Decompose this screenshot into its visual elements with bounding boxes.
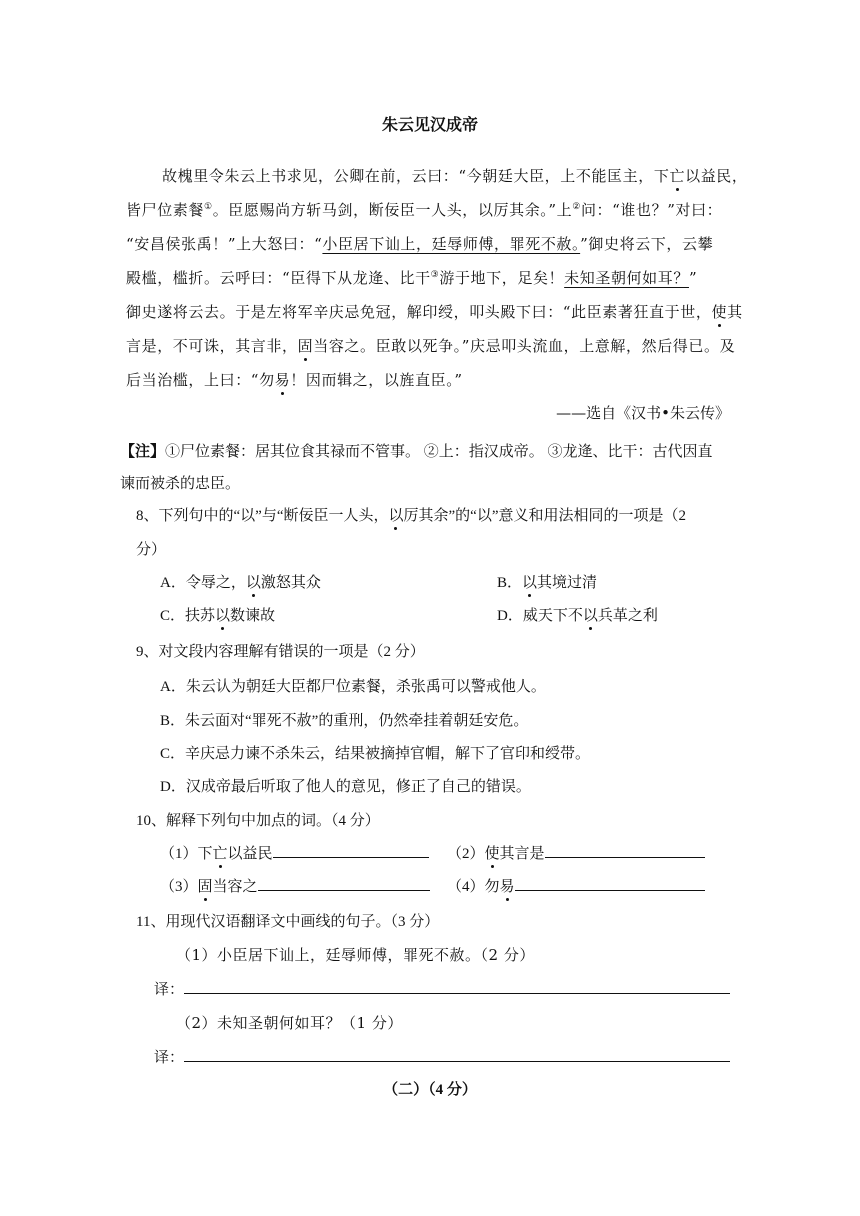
dotted-word: 使 [484, 846, 500, 862]
source-citation: ——选自《汉书•朱云传》 [556, 404, 730, 422]
answer-blank[interactable] [515, 876, 705, 891]
footnote-marker: ① [204, 202, 213, 212]
q8-stem-cont: 分） [136, 542, 167, 558]
passage-text: ” [688, 269, 698, 287]
dotted-word: 以 [215, 608, 231, 624]
passage-text: 御史遂将云去。于是左将军辛庆忌免冠，解印绶，叩头殿下曰：“此臣素著狂直于世， [126, 303, 712, 321]
option-text: D．威天下不 [497, 608, 583, 624]
q11-sentence-1: （1）小臣居下讪上，廷辱师傅，罪死不赦。（2 分） [176, 946, 535, 964]
q8-option-b [497, 571, 597, 592]
dotted-word: 固 [297, 337, 314, 355]
q11-answer-line-1[interactable] [184, 993, 730, 994]
item-text: （3） [160, 879, 198, 895]
q10-item-2 [447, 842, 705, 863]
dotted-word: 以 [245, 575, 261, 591]
q8-stem-text: 厉其余”的“以”意义和用法相同的一项是（2 [403, 508, 686, 524]
answer-blank[interactable] [258, 876, 430, 891]
dotted-word: 以 [582, 608, 598, 624]
item-text: （2） [447, 846, 485, 862]
option-text: B． [497, 575, 523, 591]
underlined-sentence-2: 未知圣朝何如耳？ [564, 269, 689, 287]
q8-stem [136, 504, 686, 525]
q11-translate-label-1: 译： [154, 982, 185, 998]
q9-option-c: C．辛庆忌力谏不杀朱云，结果被摘掉官帽，解下了官印和绶带。 [160, 746, 591, 762]
passage-text: 其 [727, 303, 743, 321]
dotted-word: 固 [197, 879, 213, 895]
notes-text: ①尸位素餐：居其位食其禄而不管事。 ②上：指汉成帝。 ③龙逄、比干：古代因直 [165, 444, 713, 460]
dotted-word: 易 [499, 879, 515, 895]
passage-line-5 [126, 301, 743, 322]
passage-text: 言是，不可诛，其言非， [126, 337, 298, 355]
option-text: A．令辱之， [160, 575, 246, 591]
passage-text: 游于地下，足矣！ [439, 269, 565, 287]
dotted-word: 使 [711, 303, 728, 321]
q10-item-4 [447, 875, 705, 896]
option-text: 激怒其众 [260, 575, 321, 591]
passage-line-7 [126, 369, 463, 390]
answer-blank[interactable] [273, 843, 429, 858]
q9-stem: 9、对文段内容理解有错误的一项是（2 分） [136, 644, 425, 660]
passage-text: 故槐里令朱云上书求见，公卿在前，云曰：“今朝廷大臣，上不能匡主，下 [162, 167, 670, 185]
q10-stem: 10、解释下列句中加点的词。（4 分） [136, 813, 380, 829]
q10-item-3 [160, 875, 430, 896]
item-text: （1）下 [160, 846, 213, 862]
passage-text: 当容之。臣敢以死争。”庆忌叩头流血，上意解，然后得已。及 [313, 337, 736, 355]
item-text: 以益民 [227, 846, 273, 862]
q9-option-a: A．朱云认为朝廷大臣都尸位素餐，杀张禹可以警戒他人。 [160, 679, 546, 695]
dotted-word: 以 [522, 575, 538, 591]
q11-sentence-2: （2）未知圣朝何如耳？（1 分） [176, 1014, 403, 1032]
q9-option-b: B．朱云面对“罪死不赦”的重刑，仍然牵挂着朝廷安危。 [160, 713, 529, 729]
passage-line-6 [126, 335, 735, 356]
option-text: 兵革之利 [597, 608, 658, 624]
passage-line-4 [126, 267, 697, 288]
passage-text: 后当治槛，上曰：“勿 [126, 371, 275, 389]
item-text: 其言是 [499, 846, 545, 862]
passage-title: 朱云见汉成帝 [381, 115, 478, 134]
footnote-marker: ② [572, 202, 581, 212]
item-text: 当容之 [212, 879, 258, 895]
underlined-sentence-1: 小臣居下讪上，廷辱师傅，罪死不赦。 [322, 235, 581, 253]
q11-answer-line-2[interactable] [184, 1061, 730, 1062]
option-text: 数谏故 [230, 608, 276, 624]
notes-line-2: 谏而被杀的忠臣。 [120, 476, 241, 492]
passage-line-2 [126, 199, 722, 220]
passage-text: “安昌侯张禹！”上大怒曰：“ [126, 235, 323, 253]
q11-translate-label-2: 译： [154, 1050, 185, 1066]
passage-text: 殿槛，槛折。云呼曰：“臣得下从龙逄、比干 [126, 269, 431, 287]
q8-option-d [497, 604, 658, 625]
passage-text: 问：“谁也？”对曰： [580, 201, 723, 219]
notes-label: 【注】 [120, 444, 166, 460]
q8-option-c [160, 604, 275, 625]
passage-line-3 [126, 233, 713, 254]
passage-text: 以益民， [685, 167, 748, 185]
dotted-word: 亡 [669, 167, 686, 185]
q8-option-a [160, 571, 321, 592]
q10-item-1 [160, 842, 429, 863]
option-text: C．扶苏 [160, 608, 216, 624]
passage-line-1 [162, 165, 748, 186]
footnote-marker: ③ [430, 270, 440, 280]
passage-text: ”御史将云下，云攀 [580, 235, 714, 253]
section-heading: （二）（4 分） [383, 1082, 477, 1098]
dotted-word: 以 [388, 508, 404, 524]
item-text: （4）勿 [447, 879, 500, 895]
passage-text: ！因而辑之，以旌直臣。” [290, 371, 463, 389]
notes-line-1 [120, 440, 713, 461]
passage-text: 皆尸位素餐 [126, 201, 205, 219]
answer-blank[interactable] [545, 843, 705, 858]
q8-stem-text: 8、下列句中的“以”与“断佞臣一人头， [136, 508, 389, 524]
dotted-word: 易 [274, 371, 291, 389]
passage-text: 。臣愿赐尚方斩马剑，断佞臣一人头，以厉其余。”上 [212, 201, 573, 219]
option-text: 其境过清 [537, 575, 598, 591]
q11-stem: 11、用现代汉语翻译文中画线的句子。（3 分） [136, 914, 440, 930]
dotted-word: 亡 [212, 846, 228, 862]
q9-option-d: D．汉成帝最后听取了他人的意见，修正了自己的错误。 [160, 779, 531, 795]
